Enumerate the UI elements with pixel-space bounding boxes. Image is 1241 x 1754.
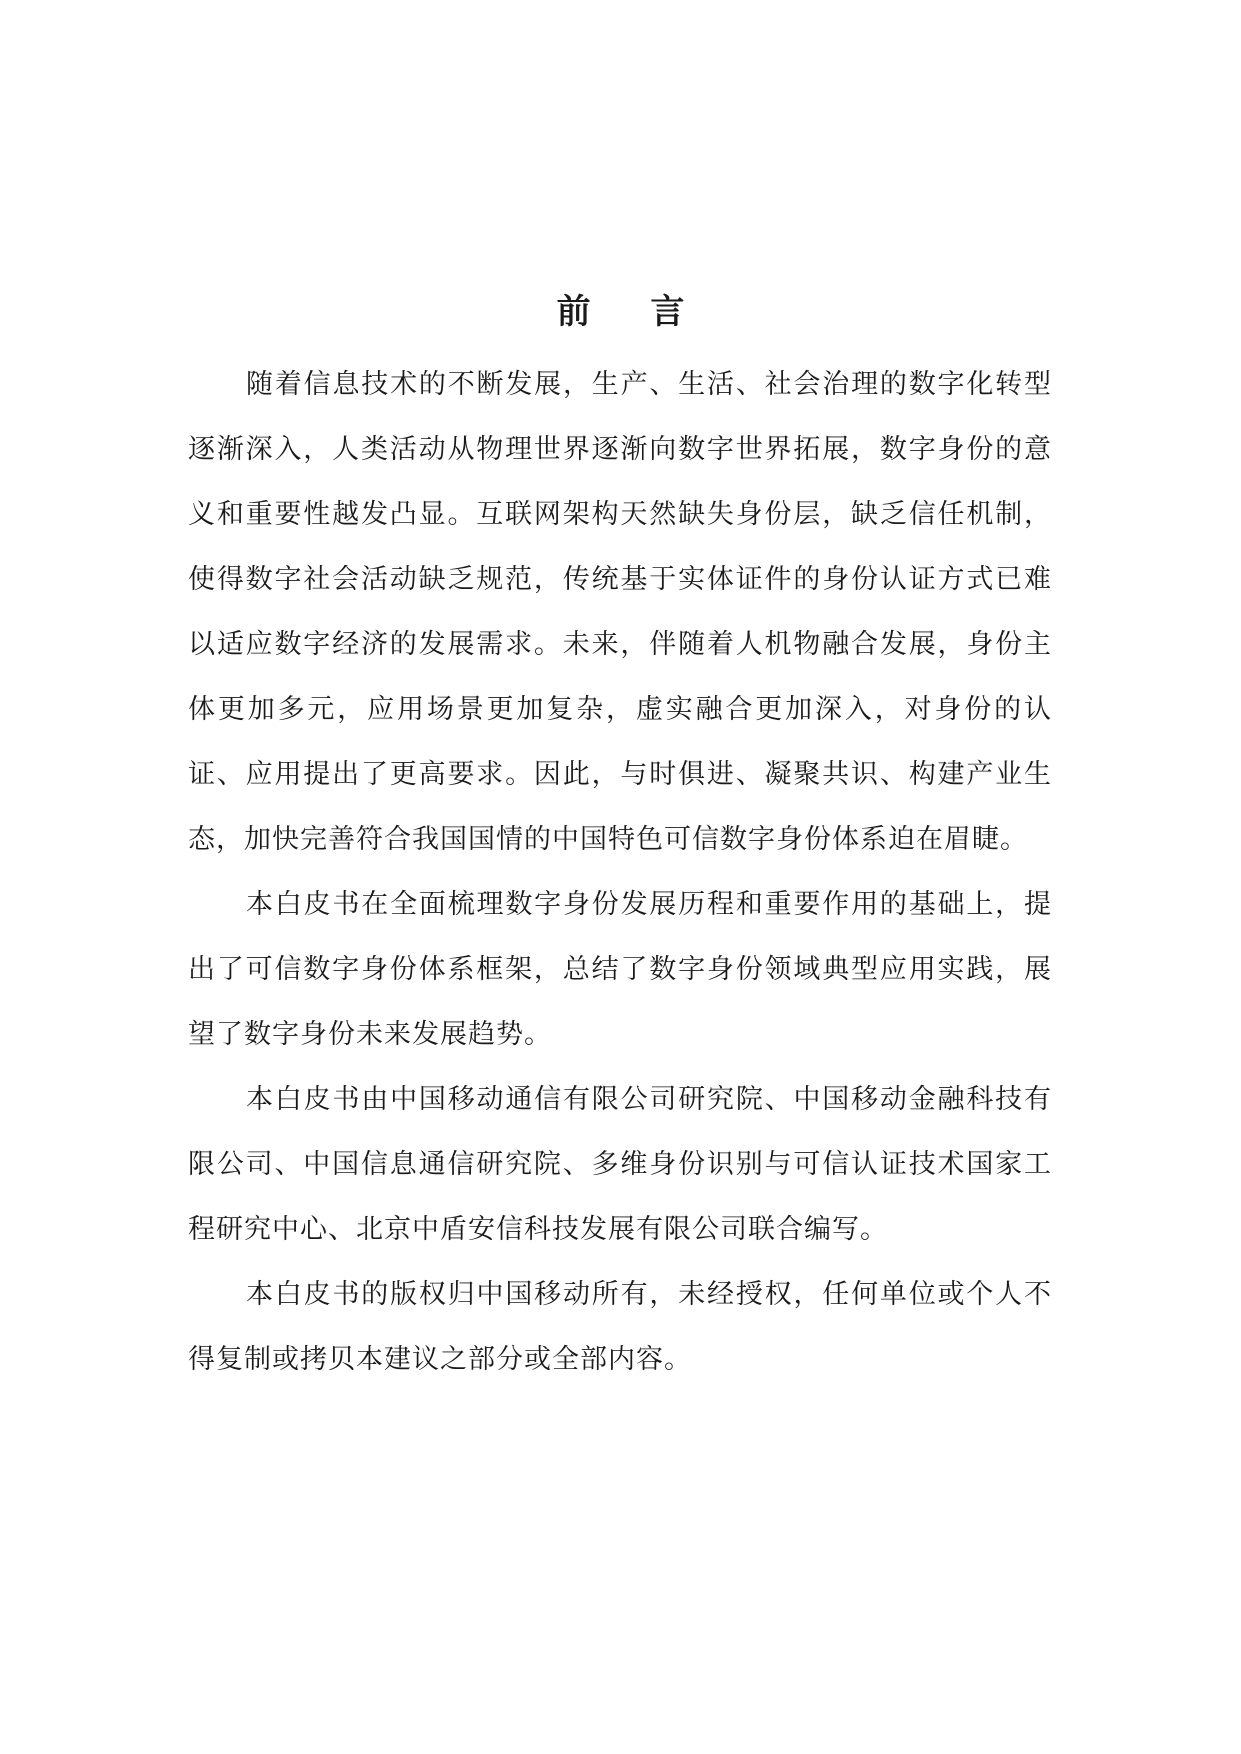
- paragraph-summary: 本白皮书在全面梳理数字身份发展历程和重要作用的基础上，提出了可信数字身份体系框架，总结了数字身份领域典型应用实践，展望了数字身份未来发展趋势。: [188, 889, 1052, 1050]
- preface-body: [188, 352, 1052, 1392]
- paragraph-authors: 本白皮书由中国移动通信有限公司研究院、中国移动金融科技有限公司、中国信息通信研究院、多维身份识别与可信认证技术国家工程研究中心、北京中盾安信科技发展有限公司联合编写。: [188, 1084, 1052, 1245]
- page-title: 前 言: [556, 292, 709, 332]
- paragraph-copyright: 本白皮书的版权归中国移动所有，未经授权，任何单位或个人不得复制或拷贝本建议之部分或全部内容。: [188, 1279, 1052, 1375]
- paragraph-intro: 随着信息技术的不断发展，生产、生活、社会治理的数字化转型逐渐深入，人类活动从物理世界逐渐向数字世界拓展，数字身份的意义和重要性越发凸显。互联网架构天然缺失身份层，缺乏信任机制，使得数字社会活动缺乏规范，传统基于实体证件的身份认证方式已难以适应数字经济的发展需求。未来，伴随着人机物融合发展，身份主体更加多元，应用场景更加复杂，虚实融合更加深入，对身份的认证、应用提出了更高要求。因此，与时俱进、凝聚共识、构建产业生态，加快完善符合我国国情的中国特色可信数字身份体系迫在眉睫。: [188, 369, 1052, 855]
